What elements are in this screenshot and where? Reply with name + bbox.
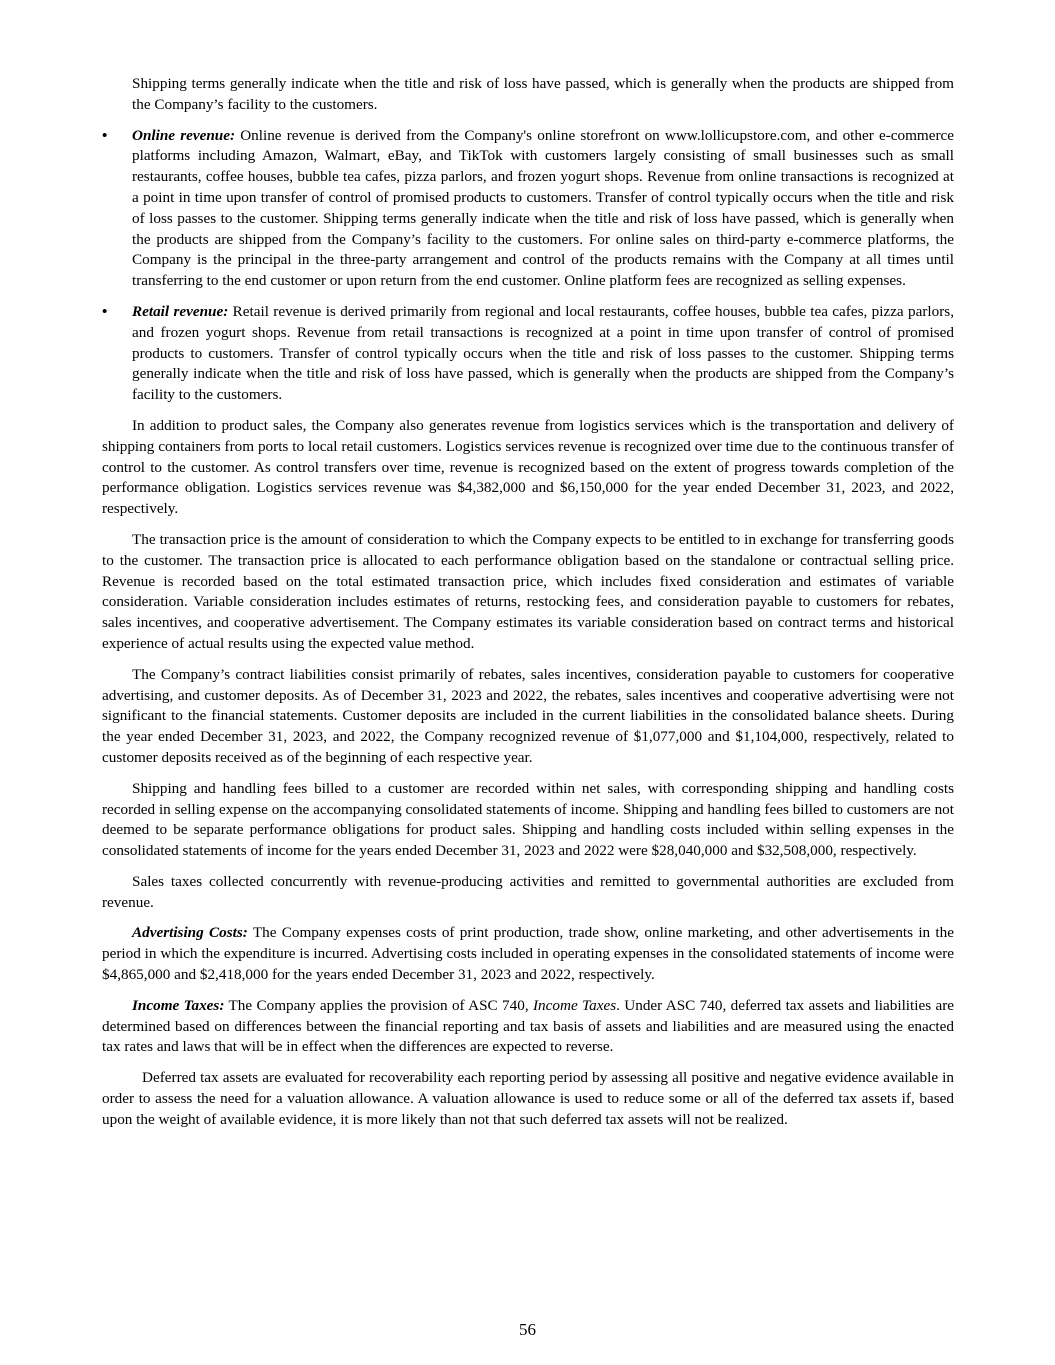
paragraph-contract-liabilities: The Company’s contract liabilities consist primarily of rebates, sales incentives, consideration payable to customers for cooperative advertising, and customer deposits. As of December 31, 2023 and 2022, the rebates, sales incentives and cooperative advertising were not significant to the financial statements. Customer deposits are included in the current liabilities in the consolidated balance sheets. During the year ended December 31, 2023, and 2022, the Company recognized revenue of $1,077,000 and $1,104,000, respectively, related to customer deposits received as of the beginning of each respective year.: [102, 665, 954, 766]
bullet-label: Retail revenue:: [132, 302, 229, 320]
paragraph-text: The Company expenses costs of print production, trade show, online marketing, and other advertisements in the period in which the expenditure is incurred. Advertising costs included in operating expenses in the consolidated statements of income were $4,865,000 and $2,418,000 for the years ended December 31, 2023 and 2022, respectively.: [102, 924, 954, 984]
paragraph-logistics: In addition to product sales, the Company also generates revenue from logistics services which is the transportation and delivery of shipping containers from ports to local retail customers. Logistics services revenue is recognized over time due to the continuous transfer of control to the customer. As control transfers over time, revenue is recognized based on the extent of progress towards completion of the performance obligation. Logistics services revenue was $4,382,000 and $6,150,000 for the year ended December 31, 2023, and 2022, respectively.: [102, 416, 954, 518]
page-number: 56: [519, 1320, 536, 1339]
section-label: Advertising Costs:: [132, 924, 248, 942]
paragraph-income-taxes: [102, 996, 954, 1058]
paragraph-transaction-price: The transaction price is the amount of consideration to which the Company expects to be entitled to in exchange for transferring goods to the customer. The transaction price is allocated to each performance obligation based on the standalone or contractual selling price. Revenue is recorded based on the total estimated transaction price, which includes fixed consideration and estimates of variable consideration. Variable consideration includes estimates of returns, restocking fees, and consideration payable to customers for rebates, sales incentives, and cooperative advertisement. The Company estimates its variable consideration based on contract terms and historical experience of actual results using the expected value method.: [102, 530, 954, 652]
bullet-icon: •: [102, 302, 108, 320]
document-body: [102, 74, 954, 1141]
section-label: Income Taxes:: [132, 996, 225, 1014]
paragraph-text: . Under ASC 740, deferred tax assets and liabilities are determined based on differences between the financial reporting and tax basis of assets and liabilities and are measured using the enacted tax rates and laws that will be in effect when the differences are expected to reverse.: [102, 996, 955, 1056]
bullet-text: Retail revenue is derived primarily from regional and local restaurants, coffee houses, bubble tea cafes, pizza parlors, and frozen yogurt shops. Revenue from retail transactions is recognized at a point in time upon transfer of control of promised products to customers. Transfer of control typically occurs when the title and risk of loss passes to the customer. Shipping terms generally indicate when the title and risk of loss have passed, which is generally when the products are shipped from the Company’s facility to the customers.: [132, 302, 955, 404]
paragraph-shipping-handling: Shipping and handling fees billed to a customer are recorded within net sales, with corresponding shipping and handling costs recorded in selling expense on the accompanying consolidated statements of income. Shipping and handling fees billed to customers are not deemed to be separate performance obligations for product sales. Shipping and handling costs included within selling expenses in the consolidated statements of income for the years ended December 31, 2023 and 2022 were $28,040,000 and $32,508,000, respectively.: [102, 779, 954, 860]
bullet-label: Online revenue:: [132, 126, 236, 144]
paragraph-sales-taxes: Sales taxes collected concurrently with revenue-producing activities and remitted to governmental authorities are excluded from revenue.: [102, 872, 954, 911]
paragraph-advertising-costs: [102, 923, 954, 985]
bullet-text: Online revenue is derived from the Company's online storefront on www.lollicupstore.com, and other e-commerce platforms including Amazon, Walmart, eBay, and TikTok with customers largely consisting of small businesses such as small restaurants, coffee houses, bubble tea cafes, pizza parlors, and frozen yogurt shops. Revenue from online transactions is recognized at a point in time upon transfer of control of promised products to customers. Transfer of control typically occurs when the title and risk of loss passes to the customer. Shipping terms generally indicate when the title and risk of loss have passed, which is generally when the products are shipped from the Company’s facility to the customers. For online sales on third-party e-commerce platforms, the Company is the principal in the three-party arrangement and control of the products remains with the Company at all times until transferring to the end customer or upon return from the end customer. Online platform fees are recognized as selling expenses.: [132, 126, 954, 290]
bullet-icon: •: [102, 126, 108, 144]
paragraph-deferred-tax: Deferred tax assets are evaluated for recoverability each reporting period by assessing all positive and negative evidence available in order to assess the need for a valuation allowance. A valuation allowance is used to reduce some or all of the deferred tax assets if, based upon the weight of available evidence, it is more likely than not that such deferred tax assets will not be realized.: [102, 1069, 954, 1128]
bullet-online-revenue: [102, 126, 954, 292]
paragraph-shipping-terms: Shipping terms generally indicate when the title and risk of loss have passed, which is generally when the products are shipped from the Company’s facility to the customers.: [132, 75, 954, 113]
bullet-retail-revenue: [102, 302, 955, 406]
paragraph-text: The Company applies the provision of ASC 740,: [224, 996, 533, 1014]
italic-term: Income Taxes: [533, 996, 617, 1014]
